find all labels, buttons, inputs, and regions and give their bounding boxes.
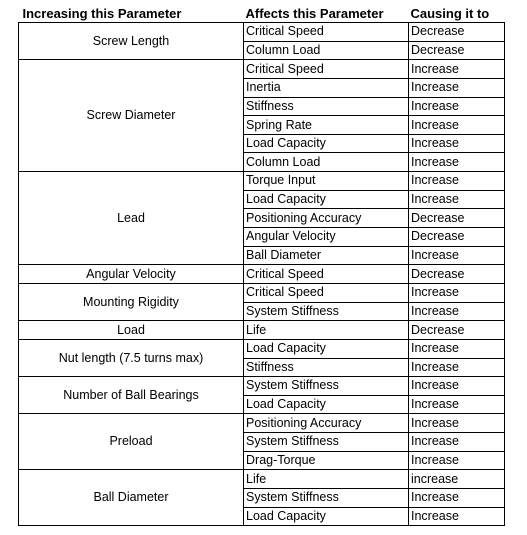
table-row <box>19 60 505 79</box>
affects-cell: Angular Velocity <box>244 228 409 247</box>
affects-cell: Load Capacity <box>244 507 409 526</box>
effect-cell: Decrease <box>409 265 505 284</box>
table-row <box>19 283 505 302</box>
affects-cell: System Stiffness <box>244 433 409 452</box>
table-row <box>19 377 505 396</box>
header-row <box>19 4 505 23</box>
parameter-effects-table <box>18 4 505 526</box>
table-row <box>19 414 505 433</box>
effect-cell: Decrease <box>409 23 505 42</box>
parameter-cell: Load <box>19 321 244 340</box>
table-row <box>19 265 505 284</box>
affects-cell: Drag-Torque <box>244 451 409 470</box>
table-body <box>19 23 505 526</box>
affects-cell: Positioning Accuracy <box>244 414 409 433</box>
parameter-cell: Angular Velocity <box>19 265 244 284</box>
parameter-cell: Nut length (7.5 turns max) <box>19 339 244 376</box>
effect-cell: Increase <box>409 395 505 414</box>
effect-cell: Increase <box>409 190 505 209</box>
effect-cell: Increase <box>409 172 505 191</box>
affects-cell: Critical Speed <box>244 60 409 79</box>
header-affects-parameter: Affects this Parameter <box>245 5 384 21</box>
affects-cell: System Stiffness <box>244 302 409 321</box>
affects-cell: Stiffness <box>244 358 409 377</box>
affects-cell: Critical Speed <box>244 23 409 42</box>
effect-cell: Decrease <box>409 209 505 228</box>
effect-cell: Increase <box>409 489 505 508</box>
parameter-cell: Number of Ball Bearings <box>19 377 244 414</box>
affects-cell: Spring Rate <box>244 116 409 135</box>
effect-cell: Increase <box>409 246 505 265</box>
header-causing-it-to: Causing it to <box>410 5 490 21</box>
effect-cell: Increase <box>409 414 505 433</box>
affects-cell: Positioning Accuracy <box>244 209 409 228</box>
affects-cell: Load Capacity <box>244 190 409 209</box>
effect-cell: Increase <box>409 339 505 358</box>
parameter-cell: Lead <box>19 172 244 265</box>
effect-cell: Increase <box>409 78 505 97</box>
table-row <box>19 321 505 340</box>
parameter-effects-table-container <box>18 4 505 526</box>
affects-cell: Critical Speed <box>244 265 409 284</box>
affects-cell: Column Load <box>244 41 409 60</box>
affects-cell: System Stiffness <box>244 489 409 508</box>
effect-cell: Increase <box>409 97 505 116</box>
parameter-cell: Preload <box>19 414 244 470</box>
effect-cell: increase <box>409 470 505 489</box>
effect-cell: Increase <box>409 134 505 153</box>
affects-cell: Stiffness <box>244 97 409 116</box>
effect-cell: Increase <box>409 433 505 452</box>
effect-cell: Increase <box>409 358 505 377</box>
effect-cell: Increase <box>409 60 505 79</box>
effect-cell: Increase <box>409 507 505 526</box>
table-row <box>19 470 505 489</box>
table-row <box>19 339 505 358</box>
affects-cell: Column Load <box>244 153 409 172</box>
affects-cell: System Stiffness <box>244 377 409 396</box>
affects-cell: Inertia <box>244 78 409 97</box>
header-increasing-parameter: Increasing this Parameter <box>22 5 182 21</box>
affects-cell: Ball Diameter <box>244 246 409 265</box>
parameter-cell: Screw Diameter <box>19 60 244 172</box>
effect-cell: Decrease <box>409 228 505 247</box>
affects-cell: Torque Input <box>244 172 409 191</box>
parameter-cell: Screw Length <box>19 23 244 60</box>
affects-cell: Load Capacity <box>244 395 409 414</box>
effect-cell: Increase <box>409 451 505 470</box>
affects-cell: Load Capacity <box>244 134 409 153</box>
table-row <box>19 23 505 42</box>
effect-cell: Increase <box>409 283 505 302</box>
parameter-cell: Mounting Rigidity <box>19 283 244 320</box>
affects-cell: Life <box>244 470 409 489</box>
table-row <box>19 172 505 191</box>
effect-cell: Increase <box>409 153 505 172</box>
affects-cell: Life <box>244 321 409 340</box>
effect-cell: Increase <box>409 302 505 321</box>
table-header <box>19 4 505 23</box>
effect-cell: Decrease <box>409 321 505 340</box>
affects-cell: Critical Speed <box>244 283 409 302</box>
effect-cell: Increase <box>409 116 505 135</box>
effect-cell: Increase <box>409 377 505 396</box>
parameter-cell: Ball Diameter <box>19 470 244 526</box>
effect-cell: Decrease <box>409 41 505 60</box>
affects-cell: Load Capacity <box>244 339 409 358</box>
